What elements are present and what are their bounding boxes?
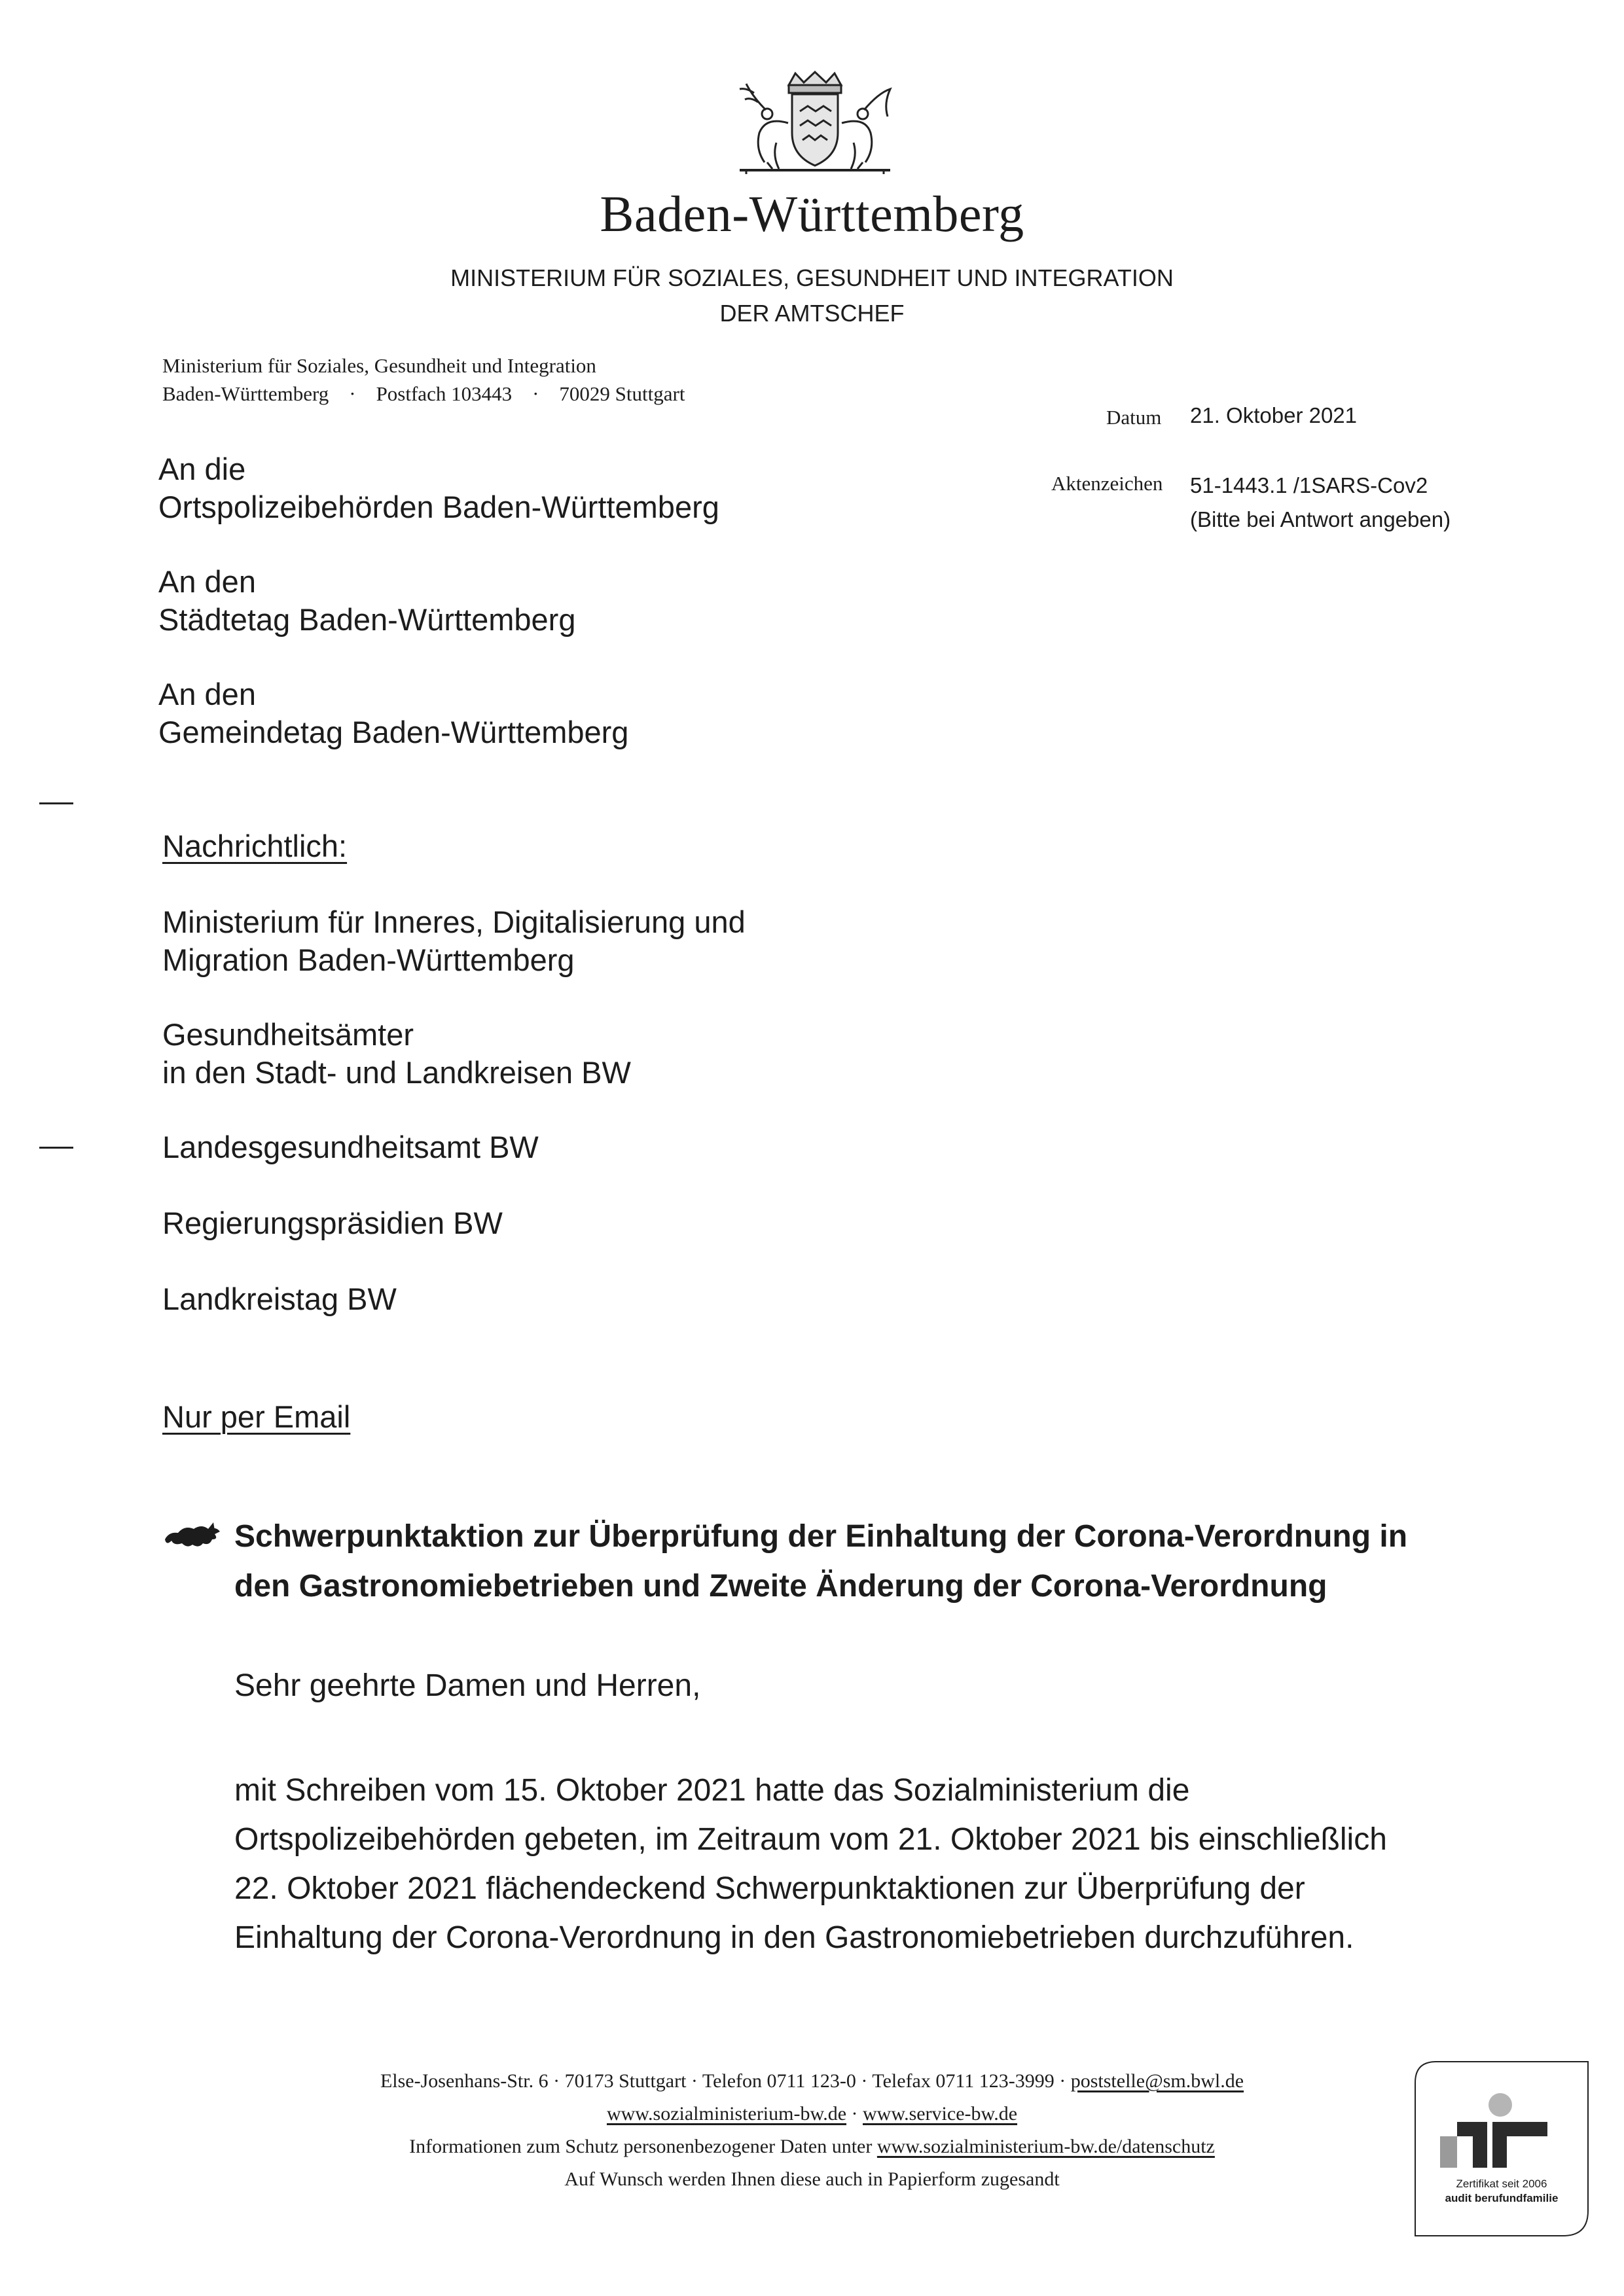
date-value: 21. Oktober 2021 — [1190, 403, 1358, 427]
fold-mark — [39, 1147, 73, 1149]
cc-heading: Nachrichtlich: — [162, 829, 348, 863]
fold-mark — [39, 802, 73, 804]
addressee-block — [158, 450, 719, 526]
cc-recipient: Landesgesundheitsamt BW — [162, 1130, 539, 1164]
footer-email-link[interactable]: poststelle@sm.bwl.de — [1070, 2070, 1244, 2092]
addressee-name: Städtetag Baden-Württemberg — [158, 602, 576, 637]
reference-label: Aktenzeichen — [1051, 472, 1163, 495]
addressee-name: Ortspolizeibehörden Baden-Württemberg — [158, 490, 719, 524]
subject-line: Schwerpunktaktion zur Überprüfung der Einhaltung der Corona-Verordnung in — [234, 1519, 1408, 1554]
footer-website-link[interactable]: www.service-bw.de — [863, 2103, 1018, 2125]
footer — [0, 2065, 1624, 2196]
return-address-line1: Ministerium für Soziales, Gesundheit und Integration — [162, 354, 596, 377]
cc-recipient: Ministerium für Inneres, Digitalisierung und Migration Baden-Württemberg — [162, 905, 746, 977]
reference-block — [1190, 469, 1451, 537]
footer-website-link[interactable]: www.sozialministerium-bw.de — [606, 2103, 847, 2125]
return-address-state: Baden-Württemberg — [162, 382, 329, 405]
return-address-city: 70029 Stuttgart — [559, 382, 685, 405]
footer-privacy-link[interactable]: www.sozialministerium-bw.de/datenschutz — [876, 2136, 1215, 2157]
ministry-department: DER AMTSCHEF — [719, 300, 905, 327]
body-paragraph: mit Schreiben vom 15. Oktober 2021 hatte das Sozialministerium die Ortspolizeibehörden gebeten, im Zeitraum vom 21. Oktober 2021 bis einschließlich 22. Oktober 2021 flächendeckend Schwerpunktaktionen zur Überprüfung der Einhaltung der Corona-Verordnung in den Gastronomiebetrieben durchzuführen. — [234, 1773, 1387, 1955]
coat-of-arms-logo — [727, 71, 903, 175]
certificate-text: Zertifikat seit 2006 audit berufundfamilie — [1445, 2178, 1559, 2204]
return-address-line2: Baden-Württemberg · Postfach 103443 · 70029 Stuttgart — [162, 380, 685, 408]
ministry-name: MINISTERIUM FÜR SOZIALES, GESUNDHEIT UND INTEGRATION — [450, 264, 1174, 291]
footer-privacy: Informationen zum Schutz personenbezogener Daten unter www.sozialministerium-bw.de/datenschutz — [409, 2136, 1215, 2157]
certificate-logo — [1414, 2060, 1589, 2237]
lion-icon — [162, 1520, 223, 1550]
salutation: Sehr geehrte Damen und Herren, — [234, 1668, 701, 1703]
addressee-prefix: An den — [158, 564, 256, 599]
reference-note: (Bitte bei Antwort angeben) — [1190, 507, 1451, 531]
return-address-postbox: Postfach 103443 — [376, 382, 513, 405]
delivery-note: Nur per Email — [162, 1399, 351, 1434]
footer-address: Else-Josenhans-Str. 6 · 70173 Stuttgart · Telefon 0711 123-0 · Telefax 0711 123-3999 · — [380, 2070, 1071, 2092]
letterhead-state-name: Baden-Württemberg — [600, 185, 1024, 242]
cc-recipient: Landkreistag BW — [162, 1282, 397, 1316]
return-address — [162, 351, 685, 408]
subject-line: den Gastronomiebetrieben und Zweite Änderung der Corona-Verordnung — [234, 1569, 1327, 1604]
cc-recipient: Gesundheitsämter in den Stadt- und Landkreisen BW — [162, 1017, 631, 1090]
addressee-prefix: An den — [158, 677, 256, 711]
footer-contact — [0, 2065, 1624, 2098]
date-label: Datum — [1106, 406, 1162, 429]
addressee-block — [158, 563, 575, 639]
letterhead-ministry — [0, 260, 1624, 331]
footer-paper-note: Auf Wunsch werden Ihnen diese auch in Papierform zugesandt — [564, 2168, 1060, 2190]
footer-websites: www.sozialministerium-bw.de · www.service-bw.de — [606, 2103, 1018, 2125]
reference-value: 51-1443.1 /1SARS-Cov2 — [1190, 473, 1428, 497]
addressee-block — [158, 675, 628, 751]
addressee-name: Gemeindetag Baden-Württemberg — [158, 715, 629, 749]
subject — [234, 1512, 1537, 1611]
addressee-prefix: An die — [158, 452, 246, 486]
cc-recipient: Regierungspräsidien BW — [162, 1206, 503, 1240]
